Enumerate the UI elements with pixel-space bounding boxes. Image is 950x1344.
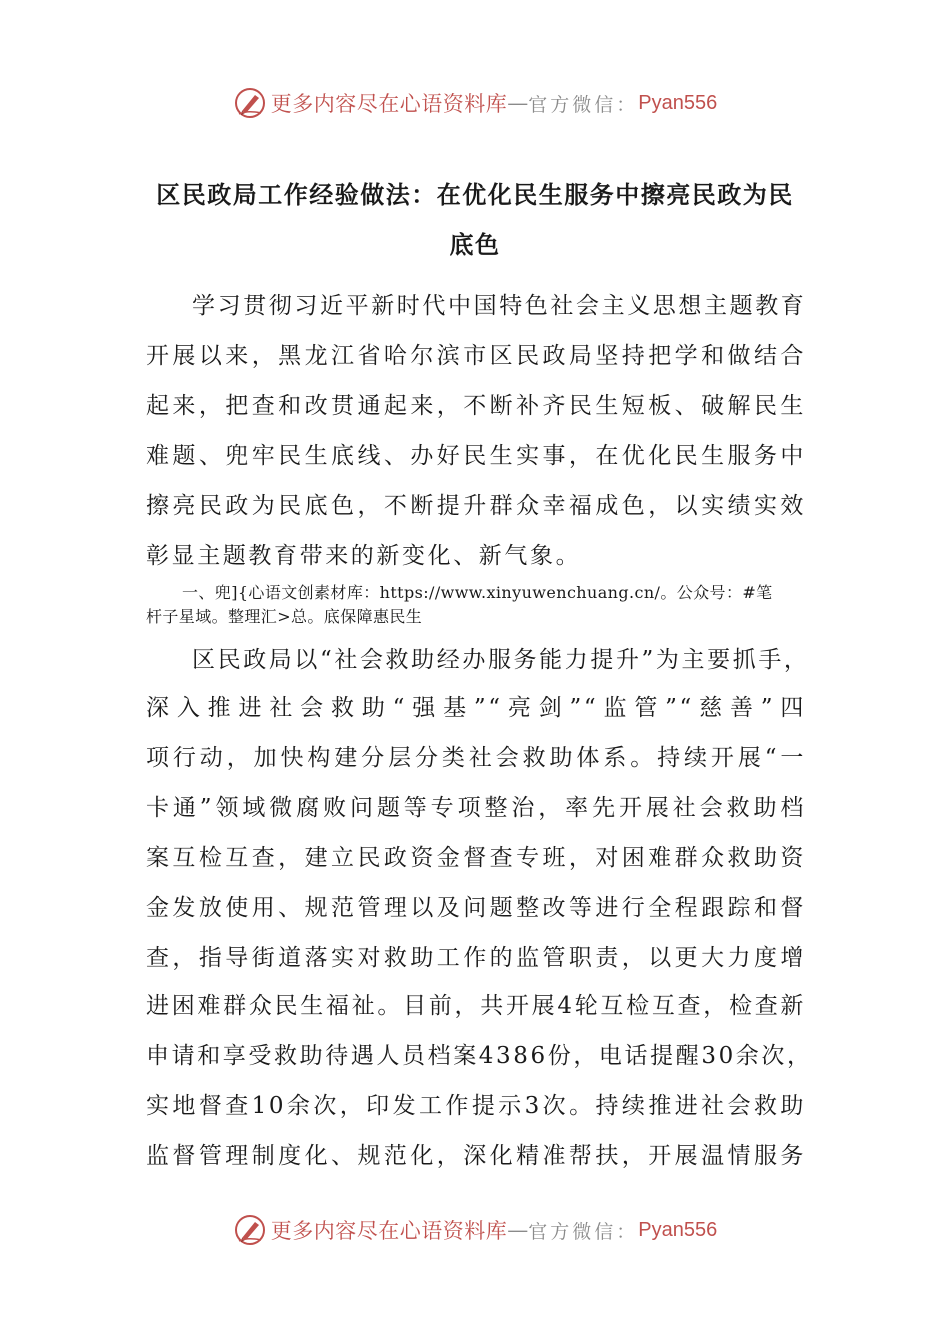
intro-line: 学习贯彻习近平新时代中国特色社会主义思想主题教育 xyxy=(192,293,807,319)
pen-logo-icon xyxy=(233,1213,267,1247)
intro-line: 开展以来，黑龙江省哈尔滨市区民政局坚持把学和做结合 xyxy=(146,343,806,369)
intro-line: 彰显主题教育带来的新变化、新气象。 xyxy=(146,543,582,569)
banner-separator: — xyxy=(507,91,529,115)
banner-text: 更多内容尽在心语资料库 xyxy=(270,92,508,116)
body-line: 项行动，加快构建分层分类社会救助体系。持续开展“一 xyxy=(146,745,806,771)
intro-line: 难题、兜牢民生底线、办好民生实事，在优化民生服务中 xyxy=(146,443,806,469)
section-heading-note: 一、兜]{心语文创素材库：https://www.xinyuwenchuang.cn/。公众号：#笔 xyxy=(182,583,773,602)
section-heading-note: 杆子星域。整理汇>总。底保障惠民生 xyxy=(146,607,423,626)
body-line: 案互检互查，建立民政资金督查专班，对困难群众救助资 xyxy=(146,845,806,871)
banner-wechat-id: Pyan556 xyxy=(638,91,718,114)
banner-separator: — xyxy=(507,1218,529,1242)
body-line: 深入推进社会救助“强基”“亮剑”“监管”“慈善”四 xyxy=(146,695,806,721)
document-title-line-1: 区民政局工作经验做法：在优化民生服务中擦亮民政为民 xyxy=(156,180,794,209)
body-line: 卡通”领域微腐败问题等专项整治，率先开展社会救助档 xyxy=(146,795,806,821)
document-title-line-2: 底色 xyxy=(449,230,501,259)
body-line: 查，指导街道落实对救助工作的监管职责，以更大力度增 xyxy=(146,945,806,971)
intro-line: 起来，把查和改贯通起来，不断补齐民生短板、破解民生 xyxy=(146,393,806,419)
body-line: 实地督查10余次，印发工作提示3次。持续推进社会救助 xyxy=(146,1093,806,1119)
banner-wechat-id: Pyan556 xyxy=(638,1218,718,1241)
banner-wechat-label: 官方微信： xyxy=(528,93,639,116)
banner-wechat-label: 官方微信： xyxy=(528,1220,639,1243)
body-line: 监督管理制度化、规范化，深化精准帮扶，开展温情服务 xyxy=(146,1143,806,1169)
banner-text: 更多内容尽在心语资料库 xyxy=(270,1219,508,1243)
pen-logo-icon xyxy=(233,86,267,120)
body-line: 进困难群众民生福祉。目前，共开展4轮互检互查，检查新 xyxy=(146,993,806,1019)
body-line: 金发放使用、规范管理以及问题整改等进行全程跟踪和督 xyxy=(146,895,806,921)
body-line: 区民政局以“社会救助经办服务能力提升”为主要抓手， xyxy=(192,647,810,673)
footer-banner xyxy=(0,1205,950,1255)
intro-line: 擦亮民政为民底色，不断提升群众幸福成色，以实绩实效 xyxy=(146,493,806,519)
body-line: 申请和享受救助待遇人员档案4386份，电话提醒30余次， xyxy=(146,1043,813,1069)
header-banner xyxy=(0,78,950,128)
